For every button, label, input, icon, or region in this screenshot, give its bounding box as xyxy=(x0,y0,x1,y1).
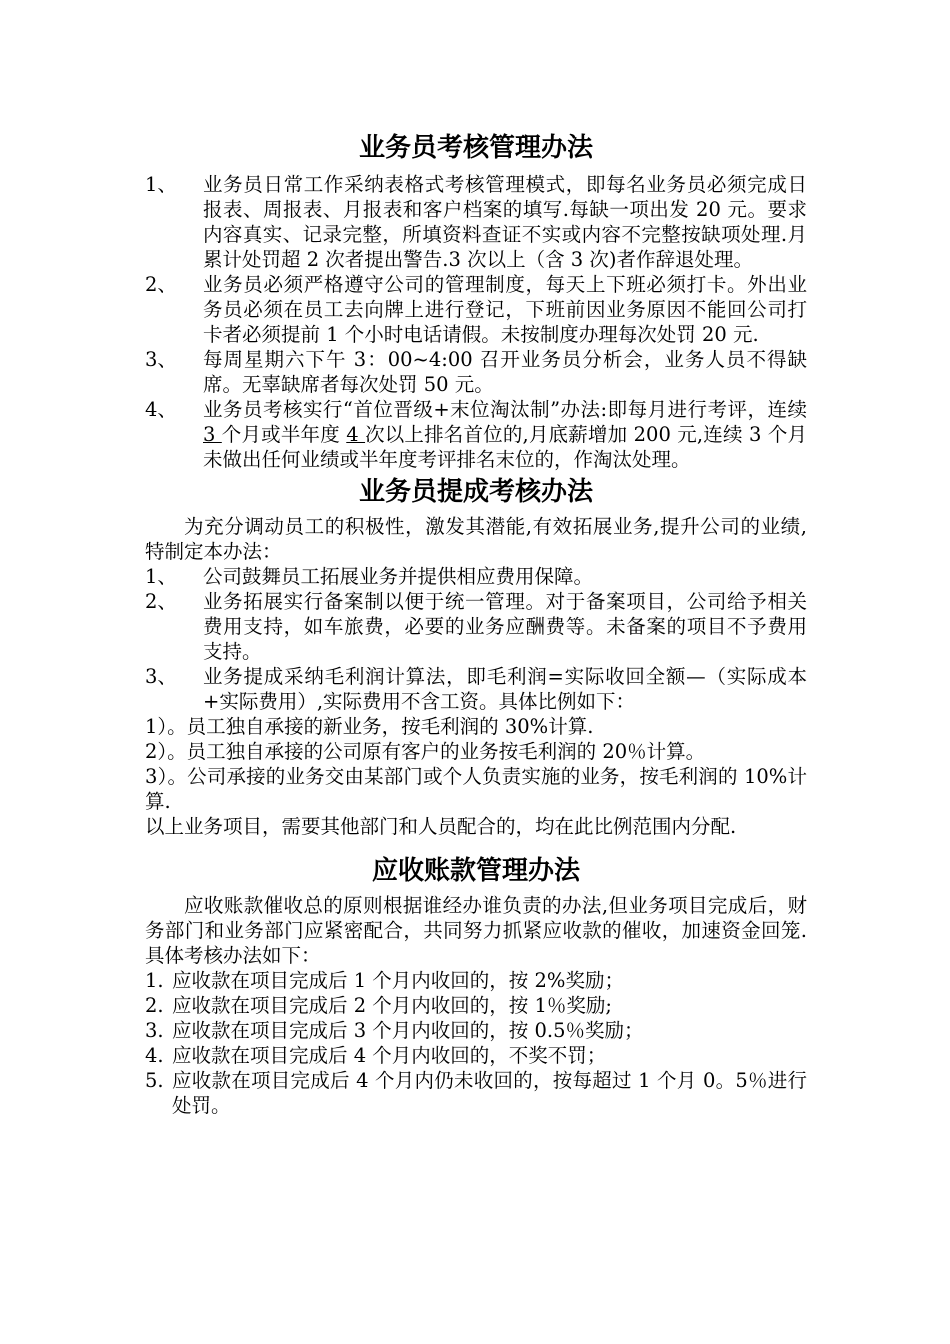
list-item xyxy=(145,664,807,714)
item-text: 业务拓展实行备案制以便于统一管理。对于备案项目，公司给予相关费用支持，如车旅费，必要的业务应酬费等。未备案的项目不予费用支持。 xyxy=(203,590,807,663)
item-number: 2、 xyxy=(145,273,177,296)
item-number: 3. xyxy=(145,1019,164,1042)
underlined-number: 3 xyxy=(203,423,222,446)
item-text: 应收款在项目完成后 3 个月内收回的，按 0.5％奖励； xyxy=(172,1019,644,1042)
item-number: 4、 xyxy=(145,398,177,421)
document-body xyxy=(145,128,807,1118)
list-item xyxy=(145,589,807,664)
ratio-line: 2）。员工独自承接的公司原有客户的业务按毛利润的 20％计算。 xyxy=(145,740,706,763)
list-item xyxy=(145,564,807,589)
item-text: 每周星期六下午 3：00~4:00 召开业务员分析会，业务人员不得缺席。无辜缺席者每次处罚 50 元。 xyxy=(203,348,807,396)
ratio-line: 3）。公司承接的业务交由某部门或个人负责实施的业务，按毛利润的 10%计算. xyxy=(145,765,807,813)
ratio-line: 1）。员工独自承接的新业务，按毛利润的 30%计算. xyxy=(145,715,594,738)
item-text: 业务员必须严格遵守公司的管理制度，每天上下班必须打卡。外出业务员必须在员工去向牌上进行登记，下班前因业务原因不能回公司打卡者必须提前 1 个小时电话请假。未按制度办理每次处罚 20 元. xyxy=(203,273,807,346)
section3-intro: 应收账款催收总的原则根据谁经办谁负责的办法,但业务项目完成后，财务部门和业务部门应紧密配合，共同努力抓紧应收款的催收，加速资金回笼.具体考核办法如下： xyxy=(145,894,807,967)
section2-title: 业务员提成考核办法 xyxy=(358,477,593,507)
list-item xyxy=(145,272,807,347)
section1-title: 业务员考核管理办法 xyxy=(358,133,593,163)
item-number: 3、 xyxy=(145,665,177,688)
item-text: 应收款在项目完成后 1 个月内收回的，按 2%奖励； xyxy=(172,969,624,992)
item-text-part: 业务员考核实行“首位晋级+末位淘汰制”办法:即每月进行考评，连续 xyxy=(203,398,807,421)
item-text: 应收款在项目完成后 4 个月内仍未收回的，按每超过 1 个月 0。5％进行处罚。 xyxy=(172,1069,807,1117)
item-text: 业务提成采纳毛利润计算法，即毛利润=实际收回全额—（实际成本+实际费用）,实际费用不含工资。具体比例如下： xyxy=(203,665,807,713)
list-item xyxy=(145,172,807,272)
item-text xyxy=(203,397,807,472)
item-text: 应收款在项目完成后 2 个月内收回的，按 1％奖励; xyxy=(172,994,612,1017)
item-text-part: 个月或半年度 xyxy=(221,423,347,446)
item-number: 1. xyxy=(145,969,164,992)
item-text: 公司鼓舞员工拓展业务并提供相应费用保障。 xyxy=(203,565,594,588)
list-item xyxy=(145,1018,807,1043)
item-number: 1、 xyxy=(145,565,177,588)
item-number: 4. xyxy=(145,1044,164,1067)
list-item xyxy=(145,347,807,397)
item-number: 1、 xyxy=(145,173,177,196)
list-item xyxy=(145,968,807,993)
list-item xyxy=(145,397,807,472)
list-item xyxy=(145,1043,807,1068)
item-number: 5. xyxy=(145,1069,164,1092)
item-text-part: 次以上排名首位的,月底薪增加 200 元,连续 3 个月未做出任何业绩或半年度考评排名末位的，作淘汰处理。 xyxy=(203,423,808,471)
closing-note: 以上业务项目，需要其他部门和人员配合的，均在此比例范围内分配. xyxy=(145,815,737,838)
list-item xyxy=(145,993,807,1018)
section3-title: 应收账款管理办法 xyxy=(371,856,580,886)
underlined-number: 4 xyxy=(346,423,366,446)
item-number: 2、 xyxy=(145,590,177,613)
item-text: 业务员日常工作采纳表格式考核管理模式，即每名业务员必须完成日报表、周报表、月报表和客户档案的填写.每缺一项出发 20 元。要求内容真实、记录完整，所填资料查证不实或内容不完整按缺项处理.月累计处罚超 2 次者提出警告.3 次以上（含 3 次)者作辞退处理。 xyxy=(203,173,807,271)
item-number: 3、 xyxy=(145,348,177,371)
item-number: 2. xyxy=(145,994,164,1017)
list-item xyxy=(145,1068,807,1118)
section2-intro: 为充分调动员工的积极性，激发其潜能,有效拓展业务,提升公司的业绩,特制定本办法： xyxy=(145,515,807,563)
item-text: 应收款在项目完成后 4 个月内收回的，不奖不罚； xyxy=(172,1044,607,1067)
